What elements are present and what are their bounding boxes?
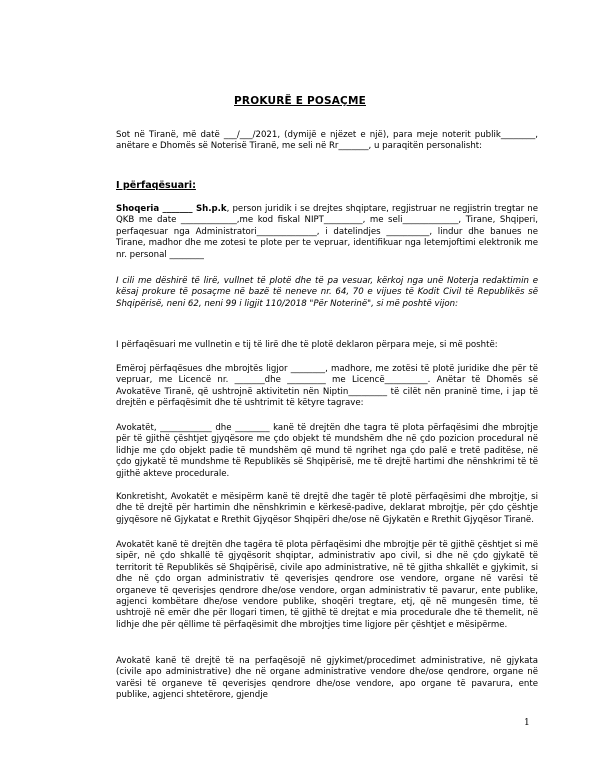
specific-powers-paragraph: Konkretisht, Avokatët e mësipërm kanë të drejtë dhe tagër të plotë përfaqësimi dhe mbrojtje, si dhe të drejtë për hartimin dhe nënshkrimin e kërkesë-padive, deklarat mbrojtje, për çdo çështje gjyqësore në Gjykatat e Rrethit Gjyqësor Shqipëri dhe/ose në Gjykatën e Rrethit Gjyqësor Tiranë.: [116, 492, 538, 525]
declaration-paragraph: I përfaqësuari me vullnetin e tij të lirë dhe të plotë deklaron përpara meje, si më poshtë:: [116, 340, 498, 350]
notary-statement-paragraph: I cili me dëshirë të lirë, vullnet të plotë dhe të pa vesuar, kërkoj nga unë Noterja redaktimin e kësaj prokure të posaçme në bazë të neneve nr. 64, 70 e vijues të Kodit Civil të Republikës së Shqipërisë, neni 62, neni 99 i ligjit 110/2018 "Për Noterinë", si më poshtë vijon:: [116, 276, 538, 309]
proceedings-powers-paragraph: Avokatë kanë të drejtë të na perfaqësojë në gjykimet/procedimet administrative, në gjykata (civile apo administrative) dhe në organe administrative vendore dhe/ose qendrore, organe në varësi të organeve të qeverisjes qendrore dhe/ose vendore, apo organe të pavarura, ente publike, agjenci shtetërore, gjendje: [116, 656, 538, 701]
company-name: Shoqeria _______ Sh.p.k: [116, 204, 227, 214]
company-paragraph: [116, 204, 538, 261]
appointment-paragraph: Emëroj përfaqësues dhe mbrojtës ligjor ________, madhore, me zotësi të plotë juridike dhe për të vepruar, me Licencë nr. _______dhe _________ me Licencë__________. Anëtar të Dhomës së Avokatëve Tiranë, që ushtrojnë aktivitetin nën Niptin_________ të cilët nën praninë time, i jap të drejtën e përfaqësimit dhe të ushtrimit të këtyre tagrave:: [116, 364, 538, 409]
administrative-powers-paragraph: Avokatët kanë të drejtën dhe tagëra të plota përfaqësimi dhe mbrojtje për të gjithë çështjet si më sipër, në çdo shkallë të gjyqësorit shqiptar, administrativ apo civil, si dhe në çdo gjykatë të territorit të Republikës së Shqipërisë, civile apo administrative, në të gjitha shkallët e gjykimit, si dhe në çdo organ administrativ të qeverisjes qendrore ose vendore, organe në varësi të organeve të qeverisjes qendrore dhe/ose vendore, organ administrativ të pavarur, ente publike, agjenci kombëtare dhe/ose vendore publike, shoqëri tregtare, etj, që në mungesën time, të ushtrojë në emër dhe për llogari timen, të gjithë të drejtat e mia procedurale dhe të themelit, në lidhje dhe për qëllime të përfaqësimit dhe mbrojtjes time ligjore për çështjet e mësipërme.: [116, 540, 538, 630]
company-details: , person juridik i se drejtes shqiptare, regjistruar ne regjistrin tregtar ne QKB me date _____________,me kod fiskal NIPT_________, me seli_____________, Tirane, Shqiperi, perfaqesuar nga Administratori______________, i datelindjes __________, lindur dhe banues ne Tirane, madhor dhe me zotesi te plote per te vepruar, identifikuar nga letemjoftimi elektronik me nr. personal ________: [116, 204, 538, 260]
page-number: 1: [524, 718, 530, 728]
document-title: PROKURË E POSAÇME: [234, 95, 366, 107]
intro-paragraph: Sot në Tiranë, më datë ___/___/2021, (dymijë e njëzet e një), para meje noterit publik________, anëtare e Dhomës së Noterisë Tiranë, me seli në Rr_______, u paraqitën personalisht:: [116, 130, 538, 152]
section-heading: I përfaqësuari:: [116, 180, 196, 191]
general-powers-paragraph: Avokatët, ____________ dhe ________ kanë të drejtën dhe tagra të plota përfaqësimi dhe mbrojtje për të gjithë çështjet gjyqësore me çdo objekt të mundshëm dhe në çdo pozicion procedural në lidhje me çdo objekt padie të mundshëm që mund të ngrihet nga çdo palë e tretë paditëse, në çdo gjykatë të mundshme të Republikës së Shqipërisë, me të drejtë hartimi dhe nënshkrimi të të gjithë akteve procedurale.: [116, 423, 538, 479]
